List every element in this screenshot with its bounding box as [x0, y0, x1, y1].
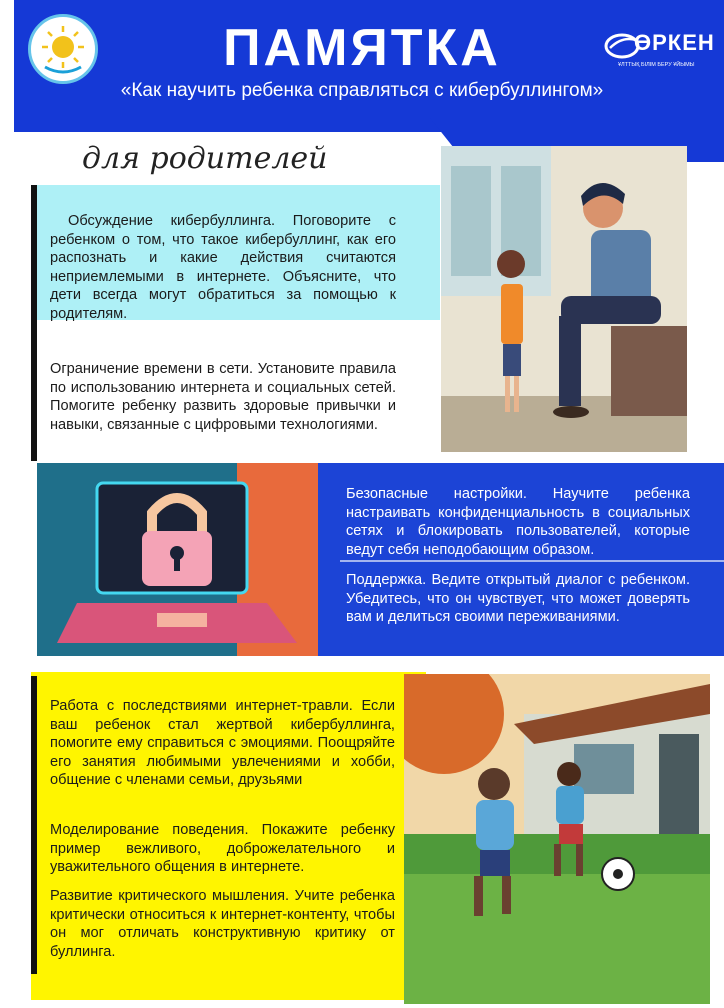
section-text-consequences: Работа с последствиями интернет-травли. Если ваш ребенок стал жертвой кибербуллинга, помогите ему справиться с эмоциями. Поощряйте его занятия любимыми увлечениями и хобби, общение с членами семьи, друзьями	[50, 698, 395, 788]
left-accent-bar-2	[31, 676, 37, 974]
illustration-boys-football	[404, 674, 710, 1004]
left-accent-bar-1	[31, 185, 37, 461]
audience-heading: для родителей	[82, 141, 328, 176]
section-text-support: Поддержка. Ведите открытый диалог с ребенком. Убедитесь, что он чувствует, что может доверять вам и делиться своими переживаниями.	[346, 572, 690, 625]
section-text-time-limits: Ограничение времени в сети. Установите правила по использованию интернета и социальных сетей. Помогите ребенку развить здоровые привычки и навыки, связанные с цифровыми технологиями.	[50, 361, 396, 433]
illustration-father-daughter	[441, 146, 687, 452]
orken-logo-text: ӨРКЕН	[634, 30, 715, 55]
page-subtitle: «Как научить ребенка справляться с кибербуллингом»	[120, 80, 604, 101]
orken-logo	[604, 24, 715, 84]
page-title: ПАМЯТКА	[223, 19, 501, 77]
section-text-modeling: Моделирование поведения. Покажите ребенку пример вежливого, доброжелательного и уважительного общения в интернете.	[50, 822, 395, 875]
section-text-critical-thinking: Развитие критического мышления. Учите ребенка критически относиться к интернет-контенту, чтобы он мог отличать конструктивную критику от буллинга.	[50, 888, 395, 960]
blue-panel-divider	[340, 560, 724, 562]
illustration-laptop-padlock	[37, 463, 318, 656]
section-text-discussion: Обсуждение кибербуллинга. Поговорите с ребенком о том, что такое кибербуллинг, как его распознать и какие действия считаются неприемлемыми в интернете. Объясните, что дети всегда могут обратиться за помощью к родителям.	[50, 213, 396, 322]
orken-logo-caption: ҰЛТТЫҚ БІЛІМ БЕРУ ҰЙЫМЫ	[618, 62, 695, 68]
section-text-safe-settings: Безопасные настройки. Научите ребенка настраивать конфиденциальность в социальных сетях и блокировать пользователей, которые ведут себя неподобающим образом.	[346, 486, 690, 558]
